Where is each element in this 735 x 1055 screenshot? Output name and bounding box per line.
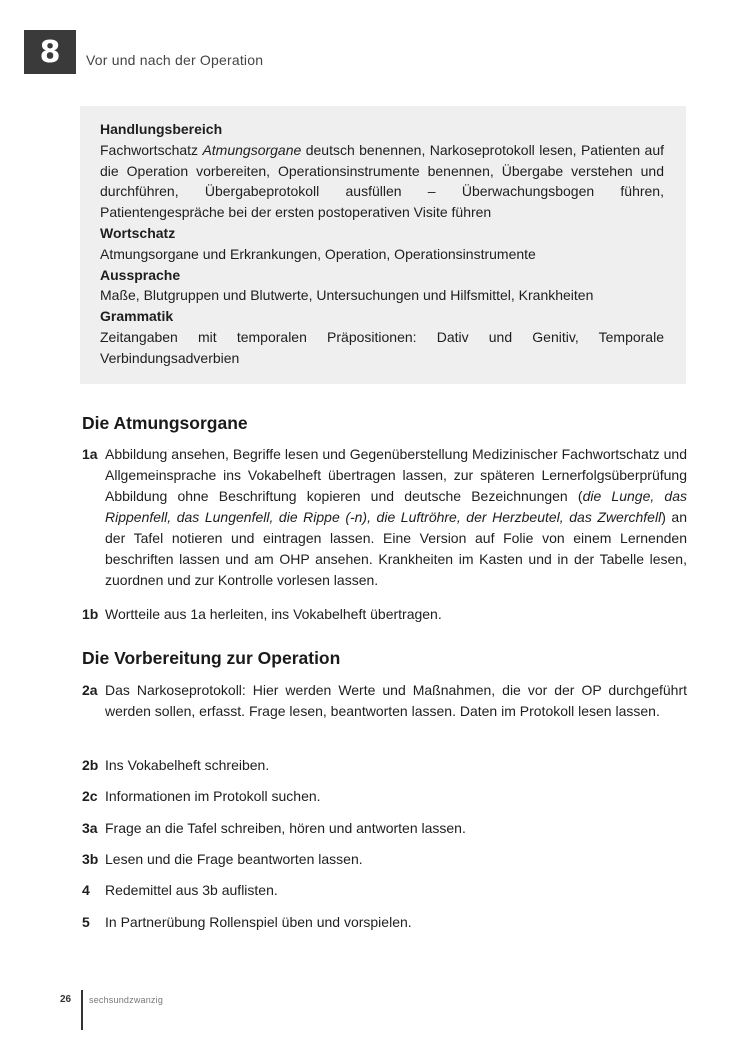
chapter-overview-box bbox=[80, 106, 686, 384]
step-number: 4 bbox=[82, 882, 90, 898]
step-1a bbox=[82, 444, 687, 591]
chapter-number-badge: 8 bbox=[24, 30, 76, 74]
step-4 bbox=[82, 880, 687, 901]
step-number: 2b bbox=[82, 757, 99, 773]
page-number-word: sechsundzwanzig bbox=[89, 995, 164, 1005]
step-text: Redemittel aus 3b auflisten. bbox=[105, 882, 278, 898]
step-3b bbox=[82, 849, 687, 870]
step-2a bbox=[82, 680, 687, 722]
step-number: 1b bbox=[82, 606, 99, 622]
step-1a-text-rest: ) an der Tafel notieren und eintragen lassen. Eine Version auf Folie von einem Lernenden beschriften lassen und am OHP ansehen. Krankheiten im Kasten und in der Tabelle lesen, zuordnen und zur Kontrolle vorlesen lassen. bbox=[105, 509, 687, 588]
step-text: Frage an die Tafel schreiben, hören und antworten lassen. bbox=[105, 820, 466, 836]
step-number: 1a bbox=[82, 446, 98, 462]
wortschatz-text: Atmungsorgane und Erkrankungen, Operation, Operationsinstrumente bbox=[100, 245, 536, 262]
step-text: Informationen im Protokoll suchen. bbox=[105, 788, 321, 804]
step-3a bbox=[82, 818, 687, 839]
grammatik-heading: Grammatik bbox=[100, 308, 174, 325]
step-2b bbox=[82, 755, 687, 776]
footer-divider bbox=[81, 990, 83, 1030]
aussprache-text: Maße, Blutgruppen und Blutwerte, Untersuchungen und Hilfsmittel, Krankheiten bbox=[100, 287, 594, 304]
handlungsbereich-text bbox=[100, 140, 664, 223]
handlungsbereich-text-rest: deutsch benennen, Narkoseprotokoll lesen, Patienten auf die Operation vorbereiten, Operationsinstrumente benennen, Übergabe verstehen und durchführen, Übergabeprotokoll ausfüllen – Überwachungsbogen führen, Patientengespräche bei der ersten postoperativen Visite führen bbox=[100, 141, 664, 221]
step-number: 2a bbox=[82, 682, 98, 698]
step-number: 2c bbox=[82, 788, 98, 804]
step-text: Das Narkoseprotokoll: Hier werden Werte und Maßnahmen, die vor der OP durchgeführt werden sollen, erfasst. Frage lesen, beantworten lassen. Daten im Protokoll lesen lassen. bbox=[105, 682, 687, 719]
step-number: 3b bbox=[82, 851, 99, 867]
step-1a-italic-terms: die Lunge, das Rippenfell, das Lungenfell, die Rippe (-n), die Luftröhre, der Herzbeutel, das Zwerchfell bbox=[105, 488, 687, 525]
handlungsbereich-italic-term: Atmungsorgane bbox=[202, 141, 302, 158]
step-1b bbox=[82, 604, 687, 625]
chapter-title: Vor und nach der Operation bbox=[86, 52, 264, 68]
grammatik-text: Zeitangaben mit temporalen Präpositionen: Dativ und Genitiv, Temporale Verbindungsadverbien bbox=[100, 328, 664, 366]
step-5 bbox=[82, 912, 687, 933]
handlungsbereich-heading: Handlungsbereich bbox=[100, 121, 223, 137]
page-number: 26 bbox=[60, 994, 72, 1005]
step-text: Lesen und die Frage beantworten lassen. bbox=[105, 851, 363, 867]
wortschatz-heading: Wortschatz bbox=[100, 224, 176, 241]
handlungsbereich-text-start: Fachwortschatz bbox=[100, 141, 203, 158]
step-text: In Partnerübung Rollenspiel üben und vorspielen. bbox=[105, 914, 412, 930]
section-heading-vorbereitung: Die Vorbereitung zur Operation bbox=[82, 648, 341, 668]
step-1a-text-start: Abbildung ansehen, Begriffe lesen und Gegenüberstellung Medizinischer Fachwortschatz und Allgemeinsprache ins Vokabelheft übertragen lassen, zur späteren Lernerfolgsüberprüfung Abbildung ohne Beschriftung kopieren und deutsche Bezeichnungen ( bbox=[105, 446, 687, 504]
step-number: 3a bbox=[82, 820, 98, 836]
aussprache-heading: Aussprache bbox=[100, 266, 181, 283]
step-2c bbox=[82, 786, 687, 807]
step-number: 5 bbox=[82, 914, 90, 930]
step-text bbox=[105, 444, 687, 591]
step-text: Wortteile aus 1a herleiten, ins Vokabelheft übertragen. bbox=[105, 606, 442, 622]
step-text: Ins Vokabelheft schreiben. bbox=[105, 757, 270, 773]
section-heading-atmungsorgane: Die Atmungsorgane bbox=[82, 413, 248, 433]
